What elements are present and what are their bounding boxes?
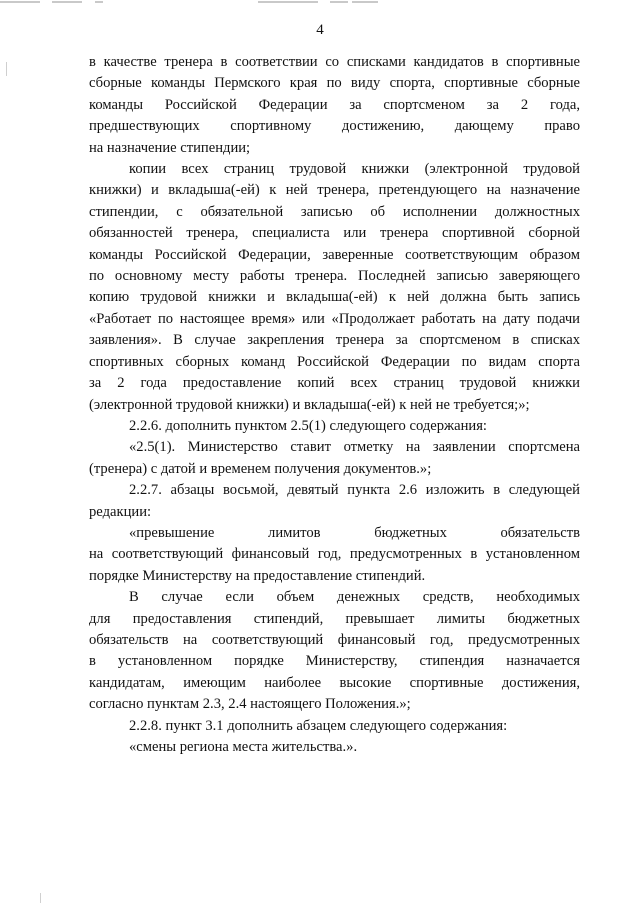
text-line: заявления». В случае закрепления тренера за спортсменом в списках: [89, 332, 580, 349]
text-line: «2.5(1). Министерство ставит отметку на заявлении спортсмена: [129, 439, 580, 456]
text-line: редакции:: [89, 503, 152, 520]
text-line: кандидатам, имеющим наиболее высокие спортивные достижения,: [89, 674, 580, 691]
text-line: 2.2.7. абзацы восьмой, девятый пункта 2.6 изложить в следующей: [129, 482, 580, 499]
text-line: команды Российской Федерации за спортсменом за 2 года,: [89, 96, 580, 113]
text-line: в качестве тренера в соответствии со списками кандидатов в спортивные: [89, 54, 580, 70]
text-line: книжки) и вкладыша(-ей) к ней тренера, претендующего на назначение: [89, 182, 580, 199]
page-number: 4: [316, 22, 324, 38]
text-line: обязательств на соответствующий финансовый год, предусмотренных: [89, 631, 580, 648]
text-line: предшествующих спортивному достижению, дающему право: [89, 118, 580, 135]
text-line: стипендии, с обязательной записью об исполнении должностных: [89, 203, 580, 220]
text-line: 2.2.6. дополнить пунктом 2.5(1) следующего содержания:: [129, 417, 487, 434]
text-line: сборные команды Пермского края по виду спорта, спортивные сборные: [89, 75, 580, 92]
text-line: по основному месту работы тренера. Последней записью заверяющего: [89, 268, 580, 285]
text-line: согласно пунктам 2.3, 2.4 настоящего Положения.»;: [89, 696, 411, 713]
text-line: команды Российской Федерации, заверенные соответствующим образом: [89, 246, 580, 263]
text-line: В случае если объем денежных средств, необходимых: [129, 589, 580, 606]
document-body: [89, 52, 580, 758]
scan-artifact-left: [6, 62, 7, 76]
text-line: копии всех страниц трудовой книжки (электронной трудовой: [129, 161, 580, 178]
text-line: на соответствующий финансовый год, предусмотренных в установленном: [89, 546, 580, 563]
scan-artifact-top: [0, 0, 640, 8]
text-line: «смены региона места жительства.».: [129, 739, 358, 755]
text-line: копию трудовой книжки и вкладыша(-ей) к ней должна быть запись: [89, 289, 580, 306]
text-line: порядке Министерству на предоставление стипендий.: [89, 567, 426, 584]
text-line: (электронной трудовой книжки) и вкладыша(-ей) к ней не требуется;»;: [89, 396, 530, 413]
text-line: «превышение лимитов бюджетных обязательств: [129, 524, 580, 541]
text-line: (тренера) с датой и временем получения документов.»;: [89, 460, 432, 477]
text-line: спортивных сборных команд Российской Федерации по видам спорта: [89, 353, 580, 370]
scan-artifact-bottom: [40, 893, 41, 903]
text-line: в установленном порядке Министерству, стипендия назначается: [89, 653, 580, 670]
text-line: для предоставления стипендий, превышает лимиты бюджетных: [89, 610, 580, 627]
text-line: за 2 года предоставление копий всех страниц трудовой книжки: [89, 375, 580, 392]
text-line: на назначение стипендии;: [89, 139, 251, 156]
text-line: обязанностей тренера, специалиста или тренера спортивной сборной: [89, 225, 580, 242]
text-line: «Работает по настоящее время» или «Продолжает работать на дату подачи: [89, 310, 580, 327]
text-line: 2.2.8. пункт 3.1 дополнить абзацем следующего содержания:: [129, 717, 508, 734]
